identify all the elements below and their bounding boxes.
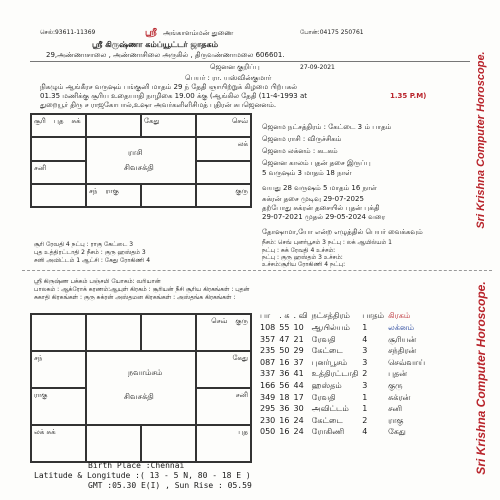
- birth-place: Birth Place :Chennai: [88, 461, 185, 470]
- table-cell: 36: [279, 369, 290, 379]
- shree-mark: ஸ்ரீ: [145, 28, 157, 38]
- table-cell: 337: [260, 369, 276, 379]
- column-header: நட்சத்திரம்: [311, 311, 350, 320]
- table-row: [258, 426, 427, 438]
- chart2-house-8: [31, 388, 86, 425]
- table-cell: 2: [362, 369, 368, 379]
- chart1-house-14: [141, 184, 196, 207]
- table-cell: கேட்டை: [311, 346, 343, 356]
- table-cell: ரோகிணி: [311, 427, 345, 437]
- table-cell: 37: [293, 357, 304, 367]
- chart2-center-title: நவாம்சம்: [128, 367, 163, 377]
- planet-label: லக் சுக்: [34, 428, 56, 436]
- column-header: பாதம்: [362, 311, 385, 320]
- table-cell: 16: [279, 415, 290, 425]
- planet-label: கேது: [144, 117, 160, 125]
- column-header: கிரகம்: [388, 311, 411, 320]
- planet-table-header: [258, 310, 427, 322]
- gmt-sunrise: GMT :05.30 E(I) , Sun Rise : 05.59: [88, 481, 252, 490]
- table-cell: 349: [260, 392, 276, 402]
- document-title: ஜெனன குறிப்பு: [210, 63, 260, 71]
- table-row: [258, 322, 427, 334]
- dasa-end: சுக்ரன் தசை முடிவு 29-07-2025: [262, 195, 364, 203]
- chart1-house-2: [141, 114, 196, 137]
- bhukti-period: 29-07-2021 முதல் 29-05-2024 வரை: [262, 213, 386, 221]
- planet-label: சந்: [34, 354, 43, 362]
- chart2-house-0: [31, 314, 86, 351]
- table-cell: 24: [293, 415, 304, 425]
- chart1-house-7: [196, 137, 251, 160]
- planet-label: சந்: [89, 186, 98, 195]
- planet-label: புத: [238, 428, 248, 436]
- table-cell: 3: [362, 380, 368, 390]
- birth-star: ஜெனம நட்சத்திரம் : கேட்டை 3 ம் பாதம்: [262, 123, 392, 131]
- table-cell: 1: [362, 392, 368, 402]
- name-letter-advice: தோஷாமா,யோ என்ற எழுத்தில் பெயர் வைக்கவும்: [262, 228, 423, 236]
- table-row: [258, 392, 427, 404]
- table-cell: 30: [293, 404, 304, 414]
- navamsa-chart: [30, 313, 252, 463]
- chart2-house-4: [31, 351, 86, 388]
- planet-label: புத: [53, 117, 64, 125]
- chart1-center-subtitle: சிவசக்தி: [123, 162, 154, 172]
- sub-line-2: சுகாதி கிரகங்கள் : குரு சுக்ரன் அஸ்தமன கிரகங்கள் : அஸ்தங்க கிரகங்கள் :: [34, 294, 236, 301]
- table-cell: 41: [293, 369, 304, 379]
- table-cell: 55: [279, 323, 290, 332]
- table-cell: சூரியன்: [388, 334, 417, 344]
- table-cell: 2: [362, 415, 368, 425]
- shop-name: ஸ்ரீ கிருஷ்ணா கம்ப்யூட்டர் ஜாதகம்: [92, 40, 219, 49]
- table-cell: 4: [362, 427, 368, 437]
- chart1-house-15: [196, 184, 251, 207]
- table-row: [258, 357, 427, 369]
- chart2-house-2: [141, 314, 196, 351]
- table-cell: 10: [293, 323, 304, 332]
- chart1-house-4: [31, 137, 86, 160]
- rasi-chart: [30, 113, 252, 208]
- table-cell: அவிட்டம்: [311, 404, 349, 414]
- table-cell: ரேவதி: [311, 392, 336, 402]
- chart1-house-1: [86, 114, 141, 137]
- table-cell: 295: [260, 404, 276, 414]
- yogam-line: ஸ்ரீ கிருஷ்ண பக்கம் பஞ்சமி யோகம்: வரியான்: [34, 278, 161, 285]
- strength-line-3: நட்பு : குரு ஹஸ்தம் 3 உச்சம்:: [262, 254, 343, 261]
- table-row: [258, 368, 427, 380]
- birth-rasi: ஜெனம ராசி : விருச்சிகம்: [262, 135, 342, 143]
- birth-statement-3: துறையூர் திரு ச ராஜகோபால்,உஷா அவர்களிளிசிமத் புதிரன் சுபஜெனனம்.: [40, 101, 277, 109]
- chart2-house-3: [196, 314, 251, 351]
- side-watermark-bottom: [466, 260, 496, 495]
- sub-line-1: ஆயுள் கிரகம் : சூரியன் நீசி சூரிய கிரகங்கள் : புதன்: [110, 286, 250, 293]
- table-cell: 18: [279, 392, 290, 402]
- table-cell: சந்திரன்: [388, 346, 417, 356]
- side-watermark-top: [466, 40, 496, 240]
- chart1-house-8: [31, 161, 86, 184]
- table-row: [258, 380, 427, 392]
- deity-line: அங்காளம்மன் துணை: [163, 29, 234, 37]
- chart2-house-11: [196, 388, 251, 425]
- planet-label: சனி: [235, 391, 248, 399]
- planet-label: குரு: [235, 317, 248, 325]
- birth-lagna: ஜெனம லக்னம் : கடகம்: [262, 147, 338, 155]
- chart2-house-13: [86, 425, 141, 462]
- planet-label: லக்: [237, 140, 248, 149]
- chart1-center: [86, 137, 196, 184]
- chart1-center-title: ராசி: [128, 148, 143, 158]
- column-header: . க: [279, 311, 290, 320]
- table-cell: 166: [260, 380, 276, 390]
- birth-time-english: 1.35 P.M): [390, 92, 427, 100]
- watermark-text-top: Sri Krishna Computer Horoscope.: [475, 51, 487, 229]
- chart1-house-3: [196, 114, 251, 137]
- chart2-house-14: [141, 425, 196, 462]
- table-row: [258, 345, 427, 357]
- planet-label: செவ்: [211, 317, 228, 325]
- table-row: [258, 403, 427, 415]
- table-cell: 16: [279, 357, 290, 367]
- chart1-house-0: [31, 114, 86, 137]
- table-cell: 108: [260, 323, 276, 332]
- table-cell: 36: [279, 404, 290, 414]
- planet-label: சனி: [34, 163, 47, 172]
- planet-label: குரு: [235, 186, 248, 195]
- planet-label: ராகு: [34, 391, 48, 399]
- column-header: பா: [260, 311, 271, 320]
- karanam-line: பாலகம் : ஆக்ரோக் கரணம்:: [34, 286, 111, 293]
- table-row: [258, 334, 427, 346]
- table-cell: ஆயில்யம்: [311, 323, 350, 332]
- strength-line-4: உச்சம்:சூரிய ரோகிணி 4 நட்பு:: [262, 261, 346, 268]
- planet-label: ராகு: [105, 186, 119, 195]
- phone-right: போன்:04175 250761: [300, 29, 364, 36]
- watermark-text-bottom: Sri Krishna Computer Horoscope.: [474, 280, 488, 475]
- chart2-house-15: [196, 425, 251, 462]
- table-cell: 235: [260, 346, 276, 356]
- table-cell: 44: [293, 380, 304, 390]
- table-cell: 3: [362, 357, 368, 367]
- table-cell: 21: [293, 334, 304, 344]
- chart2-house-1: [86, 314, 141, 351]
- current-bhukti: தற்போது சுக்ரன் தசையில் புதன் புக்தி: [262, 204, 380, 212]
- shop-address: 29,அண்ணாசாலை , அண்ணாசிலை அருகில் , திருவண்ணாமலை 606601.: [46, 51, 285, 59]
- dasa-balance-label: ஜெனன காலம் புதன் தசை இருப்பு: [262, 159, 371, 167]
- strength-line-2: நட்பு : சுக் ரேவதி 4 உச்சம்:: [262, 247, 336, 254]
- lat-long: Latitude & Longitude :( 13 - 5 N, 80 - 18 E ): [34, 471, 251, 480]
- table-cell: உத்திரட்டாதி: [311, 369, 359, 379]
- table-cell: செவ்வாய்: [388, 357, 426, 367]
- table-cell: 56: [279, 380, 290, 390]
- chart1-house-12: [31, 184, 86, 207]
- table-cell: 4: [362, 334, 368, 344]
- strength-line-1: நீசம்: செவ் புனர்பூசம் 3 நட்பு : லக் ஆயில்யம் 1: [262, 239, 392, 246]
- native-name: பெயர் : ரா. யஸ்வின்குமார்: [185, 74, 272, 82]
- table-cell: 47: [279, 334, 290, 344]
- table-cell: 357: [260, 334, 276, 344]
- table-cell: 50: [279, 346, 290, 356]
- table-cell: புனர்பூசம்: [311, 357, 348, 367]
- table-cell: 3: [362, 346, 368, 356]
- table-cell: குரு: [388, 380, 403, 390]
- table-row: [258, 415, 427, 427]
- birth-statement-2: 01.35 மணிக்கு சூரிய உதையாதி நாழிகை 19.00 க்கு (ஆங்கில தேதி (11-4-1993 at: [40, 92, 308, 100]
- table-cell: 230: [260, 415, 276, 425]
- planet-position-table: [258, 310, 427, 438]
- header-divider: [30, 61, 470, 62]
- chart2-center: [86, 351, 196, 425]
- planet-star-line-2: புத உத்திரட்டாதி 2 நீசம் : குரு ஹஸ்தம் 3: [34, 249, 146, 256]
- table-cell: கேட்டை: [311, 415, 343, 425]
- table-cell: 050: [260, 427, 276, 437]
- table-cell: சனி: [388, 404, 403, 414]
- table-cell: 29: [293, 346, 304, 356]
- birth-statement-1: நிகழும் ஆங்கீரச வருஷம் பங்குனி மாதம் 29 ந் தேதி ஞாயிற்றுக் கிழமை பிற்பகல்: [40, 83, 298, 91]
- table-cell: ராகு: [388, 415, 404, 425]
- table-cell: 087: [260, 357, 276, 367]
- table-cell: சுக்ரன்: [388, 392, 411, 402]
- table-cell: 17: [293, 392, 304, 402]
- planet-label: சூரி: [34, 117, 46, 125]
- page-break: [22, 270, 492, 271]
- chart2-house-7: [196, 351, 251, 388]
- table-cell: 16: [279, 427, 290, 437]
- planet-label: சுக்: [71, 117, 81, 125]
- table-cell: 24: [293, 427, 304, 437]
- table-cell: லக்னம்: [388, 323, 415, 332]
- column-header: . வி: [293, 311, 308, 320]
- planet-label: செவ்: [231, 117, 248, 125]
- chart2-house-12: [31, 425, 86, 462]
- planet-label: கேது: [232, 354, 248, 362]
- table-cell: 1: [362, 323, 368, 332]
- planet-star-line-3: சனி அவிட்டம் 1 ஆட்சி : கேது ரோகிணி 4: [34, 257, 151, 264]
- table-cell: புதன்: [388, 369, 407, 379]
- table-cell: கேது: [388, 427, 406, 437]
- table-cell: 1: [362, 404, 368, 414]
- chart1-house-13: [86, 184, 141, 207]
- dasa-balance-value: 5 வருஷம் 3 மாதம் 18 நாள்: [262, 169, 352, 177]
- print-date: 27-09-2021: [300, 64, 335, 71]
- chart2-center-subtitle: சிவசக்தி: [123, 391, 154, 401]
- table-cell: ஹஸ்தம்: [311, 380, 342, 390]
- chart1-house-11: [196, 161, 251, 184]
- phone-left: செல்:93611-11369: [40, 29, 96, 36]
- current-age: வயது 28 வருஷம் 5 மாதம் 16 நாள்: [262, 184, 377, 192]
- planet-star-line-1: சூரி ரேவதி 4 நட்பு : ராகு கேட்டை 3: [34, 241, 134, 248]
- table-cell: ரேவதி: [311, 334, 336, 344]
